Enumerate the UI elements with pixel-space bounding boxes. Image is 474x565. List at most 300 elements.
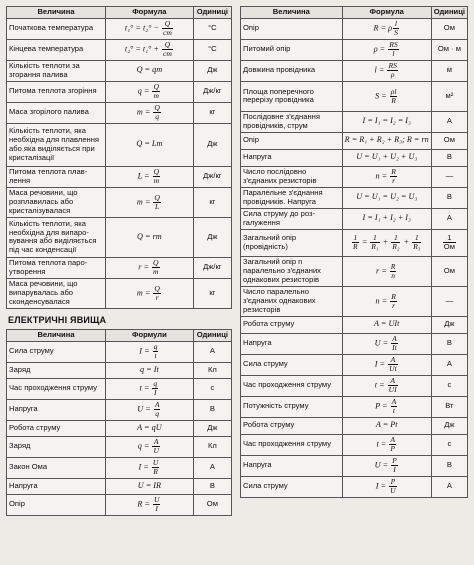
formula — [106, 378, 194, 399]
unit: — — [431, 166, 467, 187]
fraction-numerator: q — [153, 342, 158, 352]
table-row — [7, 278, 232, 308]
formula — [106, 217, 194, 257]
fraction-denominator: q — [155, 409, 160, 419]
formula — [342, 333, 431, 354]
fraction-numerator: Q — [153, 82, 159, 92]
fraction — [152, 83, 159, 100]
unit: А — [431, 354, 467, 375]
table-row — [241, 60, 468, 81]
fraction — [390, 88, 398, 105]
fraction-denominator: R₁ — [371, 242, 379, 252]
fraction — [390, 168, 397, 185]
unit-text: Дж/кг — [203, 86, 222, 96]
fraction-numerator: A — [391, 397, 397, 407]
table-row — [241, 229, 468, 256]
fraction-numerator: U — [153, 495, 160, 505]
formula — [342, 476, 431, 497]
formula-text: I = — [139, 346, 152, 356]
fraction — [162, 41, 173, 58]
formula-text: ρ = — [373, 44, 388, 54]
quantity-name: Питомий опір — [241, 39, 343, 60]
fraction-denominator: R — [391, 95, 396, 105]
formula — [342, 60, 431, 81]
unit: кг — [193, 102, 231, 123]
table-row — [241, 39, 468, 60]
formula-text: l = — [374, 65, 387, 75]
electric-formulas-table-body — [241, 18, 468, 497]
fraction-denominator: ρ — [390, 70, 395, 80]
fraction-denominator: R — [353, 242, 358, 252]
unit: с — [431, 375, 467, 396]
unit: Кл — [193, 362, 231, 378]
table-row — [7, 399, 232, 420]
formula — [106, 399, 194, 420]
table-row — [7, 102, 232, 123]
unit: А — [431, 476, 467, 497]
table-row — [7, 478, 232, 494]
table-row — [7, 420, 232, 436]
fraction-numerator: Q — [162, 20, 173, 29]
fraction-numerator: 1 — [353, 233, 358, 243]
formula-text: L = — [137, 171, 152, 181]
formula-text: Q = rm — [137, 231, 162, 241]
table-row — [7, 81, 232, 102]
fraction-denominator: r — [392, 300, 396, 310]
fraction-denominator: n — [391, 270, 396, 280]
quantity-name: Напруга — [241, 149, 343, 166]
quantity-name: Робота струму — [241, 417, 343, 434]
quantity-name: Напруга — [241, 333, 343, 354]
formula-text: U = U₁ = U₂ = U₃ — [356, 192, 418, 202]
quantity-name: Маса згорілого палива — [7, 102, 106, 123]
fraction-numerator: A — [388, 356, 398, 365]
unit: Дж — [193, 217, 231, 257]
table-row — [7, 217, 232, 257]
fraction-numerator: R — [391, 291, 396, 301]
quantity-name: Загальний опір (провідність) — [241, 229, 343, 256]
quantity-name: Питома теплота пароутворення — [7, 257, 106, 278]
quantity-name: Закон Ома — [7, 457, 106, 478]
quantity-name: Загальний опір n паралельно з'єднаних однакових резисторів — [241, 256, 343, 286]
formula-text: A = Pt — [375, 420, 398, 430]
formula — [106, 494, 194, 515]
left-column — [6, 6, 232, 516]
unit: Дж — [193, 420, 231, 436]
table-row — [7, 257, 232, 278]
electric-formulas-table — [240, 6, 468, 498]
unit: Ом — [431, 256, 467, 286]
unit: Кл — [193, 436, 231, 457]
formula — [342, 434, 431, 455]
quantity-name: Довжина провідника — [241, 60, 343, 81]
electric-table-body — [7, 341, 232, 515]
formula-text: U = U₁ + U₂ + U₃ — [356, 152, 418, 162]
table-row — [241, 375, 468, 396]
unit: °C — [193, 39, 231, 60]
fraction — [153, 104, 160, 121]
fraction-denominator: UI — [388, 385, 397, 395]
table-row — [241, 81, 468, 111]
fraction-numerator: l — [394, 19, 398, 29]
fraction — [391, 398, 398, 415]
fraction-denominator: cm — [162, 28, 172, 38]
fraction — [389, 436, 396, 453]
quantity-name: Послідовне з'єднання провідників, струм — [241, 111, 343, 132]
fraction-numerator: 1 — [443, 234, 456, 243]
quantity-name: Початкова температура — [7, 18, 106, 39]
formula — [342, 81, 431, 111]
formula — [106, 278, 194, 308]
unit: Дж — [193, 123, 231, 166]
table-row — [241, 256, 468, 286]
formula — [342, 208, 431, 229]
fraction-denominator: q — [155, 112, 160, 122]
fraction-denominator: R₃ — [413, 242, 421, 252]
formula-text: I = I₁ = I₂ = I₃ — [362, 116, 411, 126]
formula-text: + — [401, 237, 412, 247]
formula-text: Q = Lm — [136, 139, 163, 149]
formula — [106, 478, 194, 494]
fraction-numerator: 1 — [370, 234, 379, 243]
formula-text: U = — [374, 338, 391, 348]
unit: с — [193, 378, 231, 399]
formula — [106, 457, 194, 478]
header-quantity: Величина — [7, 7, 106, 19]
unit-text: Дж/кг — [203, 171, 222, 181]
unit: А — [431, 208, 467, 229]
quantity-name: Опір — [241, 18, 343, 39]
fraction-numerator: A — [388, 377, 398, 386]
formula-text: r = — [138, 262, 152, 272]
quantity-name: Напруга — [7, 478, 106, 494]
quantity-name: Кількість теплоти за згорання палива — [7, 60, 106, 81]
unit: В — [431, 333, 467, 354]
formula-text: t = — [139, 383, 152, 393]
quantity-name: Маса речовини, що випарувалась або сконденсувалася — [7, 278, 106, 308]
header-units: Одиниці — [431, 7, 467, 19]
thermal-table — [6, 6, 232, 309]
fraction-denominator: m — [153, 176, 160, 186]
unit-text: Дж/кг — [203, 262, 222, 272]
fraction — [154, 401, 161, 418]
formula-text: m = — [136, 107, 153, 117]
fraction — [390, 293, 397, 310]
fraction-numerator: ρl — [390, 86, 397, 96]
table-header-row — [241, 7, 468, 19]
fraction-numerator: A — [154, 400, 160, 410]
unit: В — [431, 455, 467, 476]
table-row — [241, 208, 468, 229]
fraction — [388, 377, 398, 394]
fraction — [388, 41, 398, 58]
formula-text: + — [380, 237, 391, 247]
fraction — [391, 234, 400, 251]
formula — [106, 257, 194, 278]
formula — [106, 362, 194, 378]
table-row — [7, 123, 232, 166]
section-title-electric: ЕЛЕКТРИЧНІ ЯВИЩА — [8, 314, 107, 325]
table-row — [7, 378, 232, 399]
formula-text: A = UIt — [374, 319, 400, 329]
unit: м — [431, 60, 467, 81]
fraction-numerator: Q — [154, 283, 160, 293]
fraction-denominator: S — [394, 28, 398, 38]
table-row — [7, 187, 232, 217]
formula — [342, 39, 431, 60]
table-header-row — [7, 329, 232, 341]
formula-text: I = I₁ + I₂ + I₃ — [362, 213, 411, 223]
unit: Ом — [193, 494, 231, 515]
fraction — [153, 496, 160, 513]
formula — [342, 187, 431, 208]
formula — [342, 111, 431, 132]
table-row — [241, 111, 468, 132]
quantity-name: Паралельне з'єднання провідників. Напруга — [241, 187, 343, 208]
fraction — [390, 263, 397, 280]
quantity-name: Кінцева температура — [7, 39, 106, 60]
unit: Дж — [193, 60, 231, 81]
table-row — [7, 18, 232, 39]
formula — [106, 81, 194, 102]
quantity-name: Сила струму — [7, 341, 106, 362]
fraction — [393, 20, 399, 37]
fraction-denominator: P — [390, 444, 395, 454]
quantity-name: Маса речовини, що розплавилась або кристалізувалася — [7, 187, 106, 217]
fraction-denominator: I — [154, 388, 157, 398]
fraction-denominator: m — [153, 267, 159, 277]
table-row — [241, 166, 468, 187]
formula-text: R = — [137, 499, 152, 509]
fraction-denominator: I — [155, 504, 158, 514]
formula — [106, 187, 194, 217]
quantity-name: Заряд — [7, 362, 106, 378]
fraction-denominator: U — [153, 446, 159, 456]
formula-text: A = qU — [137, 422, 162, 432]
formula — [106, 102, 194, 123]
unit: °C — [193, 18, 231, 39]
fraction — [153, 343, 159, 360]
fraction — [153, 285, 160, 302]
unit: Ом — [431, 132, 467, 149]
formula — [342, 396, 431, 417]
table-row — [241, 18, 468, 39]
fraction-numerator: 1 — [412, 234, 421, 243]
quantity-name: Кількість теплоти, яка необхідна для випаровування або виділяється під час конденсації — [7, 217, 106, 257]
table-row — [241, 333, 468, 354]
unit: м² — [431, 81, 467, 111]
fraction — [153, 194, 160, 211]
fraction-denominator: cm — [162, 49, 172, 59]
table-header-row — [7, 7, 232, 19]
fraction-denominator: U — [390, 486, 396, 496]
quantity-name: Число паралельно з'єднаних однакових резисторів — [241, 286, 343, 316]
fraction-denominator: R — [153, 467, 158, 477]
fraction — [162, 20, 173, 37]
fraction-numerator: Q — [153, 167, 160, 177]
fraction-numerator: Q — [162, 41, 173, 50]
formula-text: t = — [376, 439, 389, 449]
fraction — [391, 457, 398, 474]
quantity-name: Час проходження струму — [241, 434, 343, 455]
table-row — [7, 166, 232, 187]
unit: с — [431, 434, 467, 455]
formula-text: P = — [375, 401, 390, 411]
fraction-denominator: r — [392, 176, 396, 186]
fraction-denominator: m — [153, 91, 159, 101]
unit: В — [431, 187, 467, 208]
fraction-numerator: RS — [388, 61, 397, 71]
header-quantity: Величина — [7, 329, 106, 341]
unit: Дж — [431, 316, 467, 333]
quantity-name: Площа поперечного перерізу провідника — [241, 81, 343, 111]
fraction-numerator: R — [390, 261, 396, 271]
table-row — [241, 417, 468, 434]
quantity-name: Робота струму — [7, 420, 106, 436]
table-row — [241, 132, 468, 149]
table-row — [7, 494, 232, 515]
electric-table — [6, 329, 232, 516]
quantity-name: Сила струму до розгалуження — [241, 208, 343, 229]
formula-text: n = — [375, 296, 390, 306]
formula-text: U = — [374, 460, 391, 470]
fraction — [391, 335, 398, 352]
header-formula: Формула — [106, 7, 194, 19]
fraction-numerator: 1 — [391, 234, 400, 243]
fraction — [152, 380, 158, 397]
formula-text: R = R₁ + R₂ + R₃; R = rn — [344, 135, 429, 145]
formula-text: U = — [137, 404, 153, 414]
formula — [106, 123, 194, 166]
quantity-name: Напруга — [241, 455, 343, 476]
unit: — — [431, 286, 467, 316]
unit: кг — [193, 278, 231, 308]
formula-text: I = — [375, 481, 389, 491]
fraction — [389, 478, 396, 495]
fraction-denominator: t — [154, 351, 157, 361]
formula — [342, 18, 431, 39]
fraction — [387, 62, 397, 79]
fraction-numerator: A — [390, 435, 395, 445]
fraction-numerator: RS — [389, 40, 398, 50]
formula-text: n = — [375, 171, 390, 181]
quantity-name: Кількість теплоти, яка необхідна для плавлення або яка виділяється при кристалізації — [7, 123, 106, 166]
fraction — [153, 168, 160, 185]
fraction — [152, 259, 159, 276]
fraction-denominator: Ut — [389, 364, 397, 374]
fraction-denominator: t — [392, 406, 395, 416]
formula-text: I = — [138, 462, 151, 472]
formula — [342, 166, 431, 187]
quantity-name: Сила струму — [241, 354, 343, 375]
quantity-name: Потужність струму — [241, 396, 343, 417]
fraction-numerator: A — [392, 334, 397, 344]
formula — [342, 286, 431, 316]
fraction — [152, 438, 159, 455]
table-row — [241, 455, 468, 476]
quantity-name: Робота струму — [241, 316, 343, 333]
fraction-denominator: Ом — [443, 242, 455, 252]
fraction — [443, 234, 456, 251]
table-row — [7, 362, 232, 378]
fraction-numerator: Q — [154, 103, 160, 113]
fraction-numerator: U — [152, 458, 159, 468]
unit: А — [431, 111, 467, 132]
formula-text: m = — [136, 288, 153, 298]
formula-text: q = — [137, 86, 152, 96]
fraction-denominator: R₂ — [392, 242, 400, 252]
formula-text: m = — [136, 197, 153, 207]
fraction-numerator: Q — [153, 258, 159, 268]
unit: В — [193, 399, 231, 420]
fraction — [352, 234, 359, 251]
formula — [106, 60, 194, 81]
quantity-name: Час проходження струму — [241, 375, 343, 396]
header-quantity: Величина — [241, 7, 343, 19]
formula — [106, 166, 194, 187]
fraction-numerator: P — [392, 456, 397, 466]
unit: Ом · м — [431, 39, 467, 60]
formula — [342, 417, 431, 434]
formula-text: I = — [374, 359, 388, 369]
header-units: Одиниці — [193, 7, 231, 19]
fraction-denominator: L — [155, 201, 160, 211]
formula — [342, 149, 431, 166]
quantity-name: Число послідовно з'єднаних резисторів — [241, 166, 343, 187]
unit — [193, 81, 231, 102]
fraction — [152, 459, 159, 476]
table-row — [241, 286, 468, 316]
fraction-numerator: q — [153, 379, 158, 389]
table-row — [7, 60, 232, 81]
table-row — [241, 149, 468, 166]
unit: Вт — [431, 396, 467, 417]
fraction-denominator: l — [392, 49, 395, 59]
formula — [106, 436, 194, 457]
formula-text: q = — [137, 441, 152, 451]
quantity-name: Опір — [7, 494, 106, 515]
formula-text: R = ρ — [373, 23, 393, 33]
fraction-numerator: Q — [154, 192, 160, 202]
header-formula: Формула — [342, 7, 431, 19]
quantity-name: Питома теплота плавлення — [7, 166, 106, 187]
formula — [342, 375, 431, 396]
fraction — [412, 234, 421, 251]
unit: Дж — [431, 417, 467, 434]
formula-text: r = — [375, 266, 389, 276]
unit: В — [193, 478, 231, 494]
formula — [342, 256, 431, 286]
table-row — [241, 396, 468, 417]
unit — [431, 229, 467, 256]
unit: А — [193, 457, 231, 478]
header-units: Одиниці — [193, 329, 231, 341]
fraction-numerator: A — [153, 437, 159, 447]
formula — [342, 132, 431, 149]
quantity-name: Опір — [241, 132, 343, 149]
formula — [106, 420, 194, 436]
table-row — [7, 39, 232, 60]
formula — [106, 341, 194, 362]
formula — [342, 354, 431, 375]
table-row — [241, 476, 468, 497]
table-row — [7, 436, 232, 457]
unit: Ом — [431, 18, 467, 39]
fraction-numerator: P — [390, 477, 396, 487]
formula — [342, 229, 431, 256]
formula-text: t₂° = t₁° + — [124, 44, 161, 54]
table-row — [241, 354, 468, 375]
